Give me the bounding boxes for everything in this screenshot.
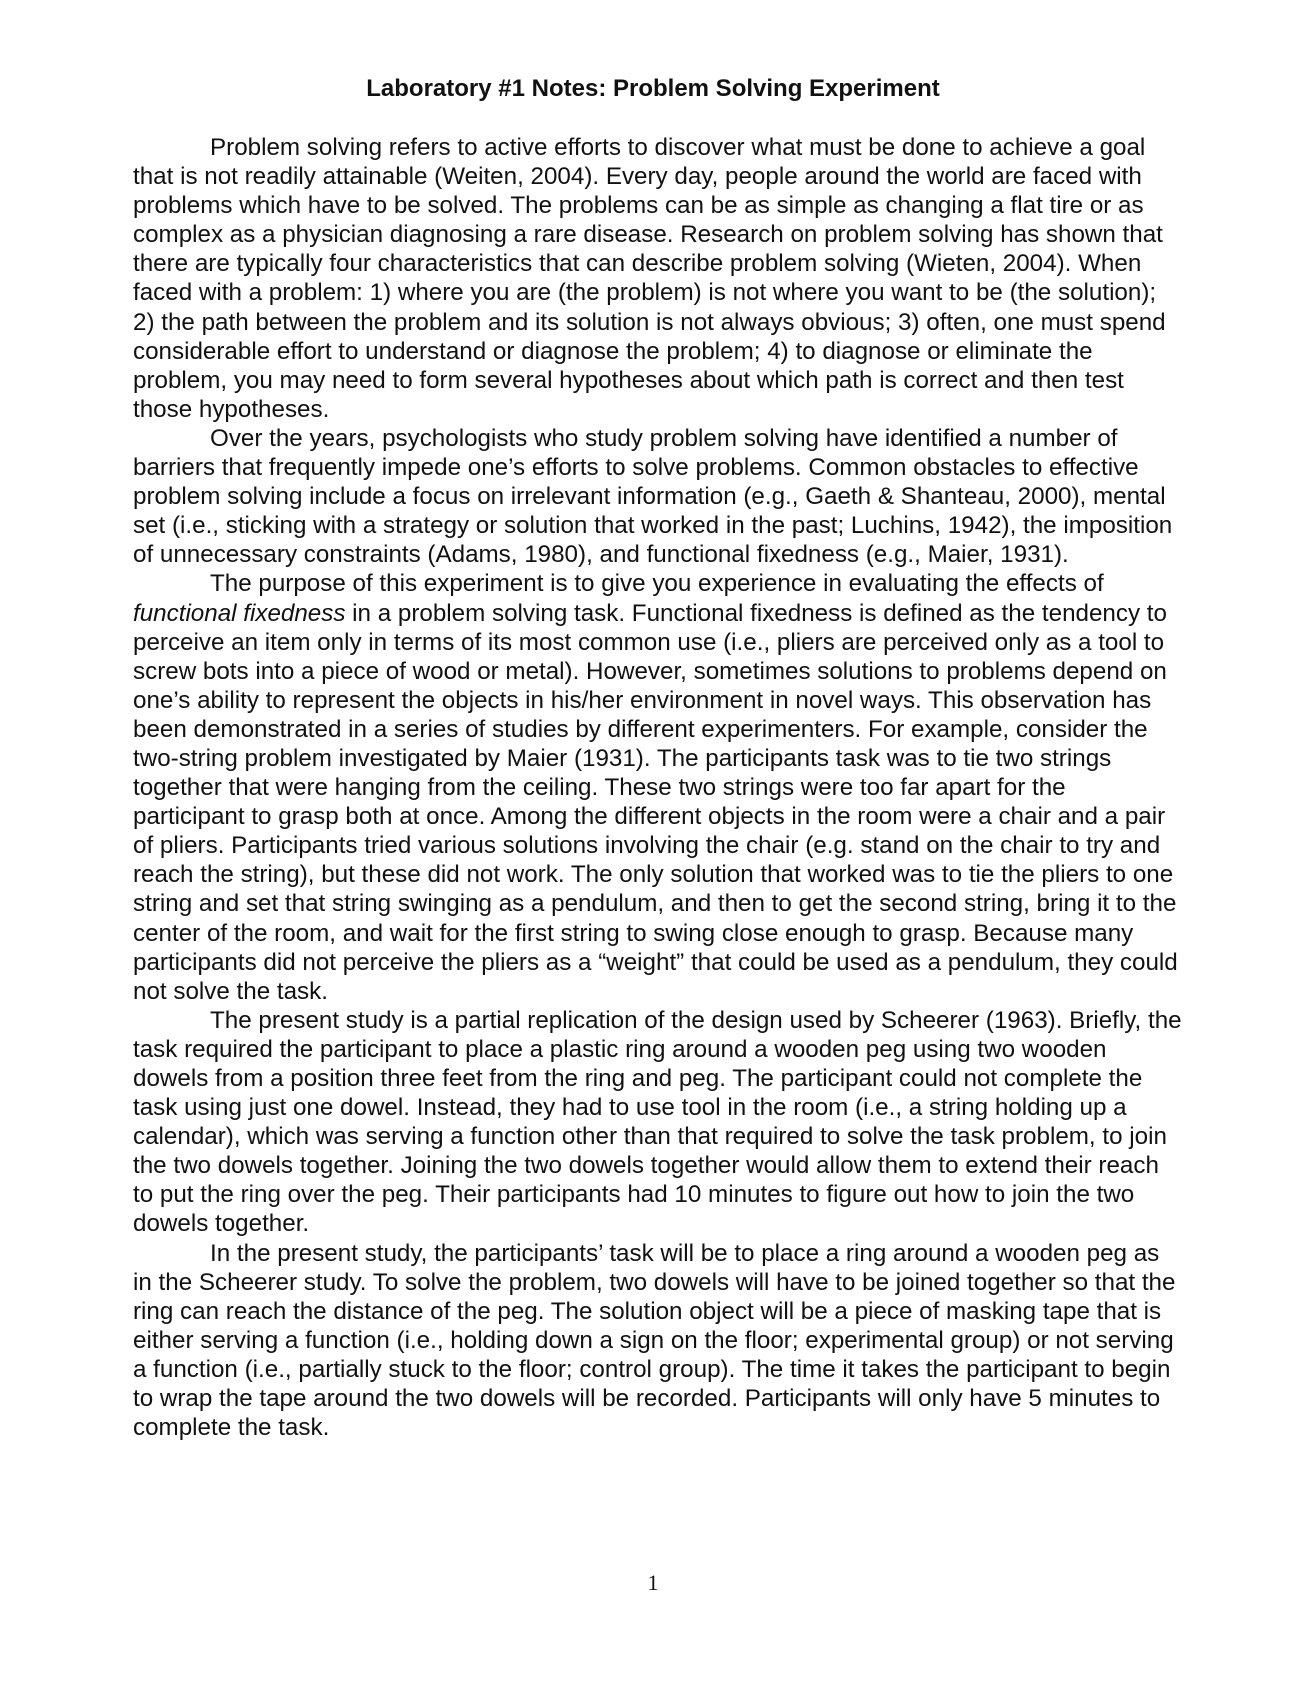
- page-number: 1: [647, 1570, 659, 1595]
- paragraph-problem-solving-definition: Problem solving refers to active efforts to discover what must be done to achieve a goal that is not readily attainable (Weiten, 2004). Every day, people around the world are faced with problems which have to be solved. The problems can be as simple as changing a flat tire or as complex as a physician diagnosing a rare disease. Research on problem solving has shown that there are typically four characteristics that can describe problem solving (Wieten, 2004). When faced with a problem: 1) where you are (the problem) is not where you want to be (the solution); 2) the path between the problem and its solution is not always obvious; 3) often, one must spend considerable effort to understand or diagnose the problem; 4) to diagnose or eliminate the problem, you may need to form several hypotheses about which path is correct and then test those hypotheses.: [133, 134, 1166, 423]
- document-body: [133, 133, 1183, 1442]
- paragraph-scheerer-replication: The present study is a partial replication of the design used by Scheerer (1963). Briefly, the task required the participant to place a plastic ring around a wooden peg using two wooden dowels from a position three feet from the ring and peg. The participant could not complete the task using just one dowel. Instead, they had to use tool in the room (i.e., a string holding up a calendar), which was serving a function other than that required to solve the task problem, to join the two dowels together. Joining the two dowels together would allow them to extend their reach to put the ring over the peg. Their participants had 10 minutes to figure out how to join the two dowels together.: [133, 1006, 1182, 1238]
- purpose-text-start: The purpose of this experiment is to give you experience in evaluating the effects of: [210, 570, 1104, 598]
- paragraph-experiment-purpose: [133, 569, 1183, 1005]
- functional-fixedness-term: functional fixedness: [133, 599, 346, 627]
- paragraph-present-study: In the present study, the participants’ task will be to place a ring around a wooden peg as in the Scheerer study. To solve the problem, two dowels will have to be joined together so that the ring can reach the distance of the peg. The solution object will be a piece of masking tape that is either serving a function (i.e., holding down a sign on the floor; experimental group) or not serving a function (i.e., partially stuck to the floor; control group). The time it takes the participant to begin to wrap the tape around the two dowels will be recorded. Participants will only have 5 minutes to complete the task.: [133, 1239, 1176, 1442]
- document-title: Laboratory #1 Notes: Problem Solving Experiment: [366, 75, 940, 102]
- purpose-text-end: in a problem solving task. Functional fixedness is defined as the tendency to perceive an item only in terms of its most common use (i.e., pliers are perceived only as a tool to screw bots into a piece of wood or metal). However, sometimes solutions to problems depend on one’s ability to represent the objects in his/her environment in novel ways. This observation has been demonstrated in a series of studies by different experimenters. For example, consider the two-string problem investigated by Maier (1931). The participants task was to tie two strings together that were hanging from the ceiling. These two strings were too far apart for the participant to grasp both at once. Among the different objects in the room were a chair and a pair of pliers. Participants tried various solutions involving the chair (e.g. stand on the chair to try and reach the string), but these did not work. The only solution that worked was to tie the pliers to one string and set that string swinging as a pendulum, and then to get the second string, bring it to the center of the room, and wait for the first string to swing close enough to grasp. Because many participants did not perceive the pliers as a “weight” that could be used as a pendulum, they could not solve the task.: [133, 599, 1178, 1005]
- paragraph-barriers: Over the years, psychologists who study problem solving have identified a number of barriers that frequently impede one’s efforts to solve problems. Common obstacles to effective problem solving include a focus on irrelevant information (e.g., Gaeth & Shanteau, 2000), mental set (i.e., sticking with a strategy or solution that worked in the past; Luchins, 1942), the imposition of unnecessary constraints (Adams, 1980), and functional fixedness (e.g., Maier, 1931).: [133, 424, 1173, 569]
